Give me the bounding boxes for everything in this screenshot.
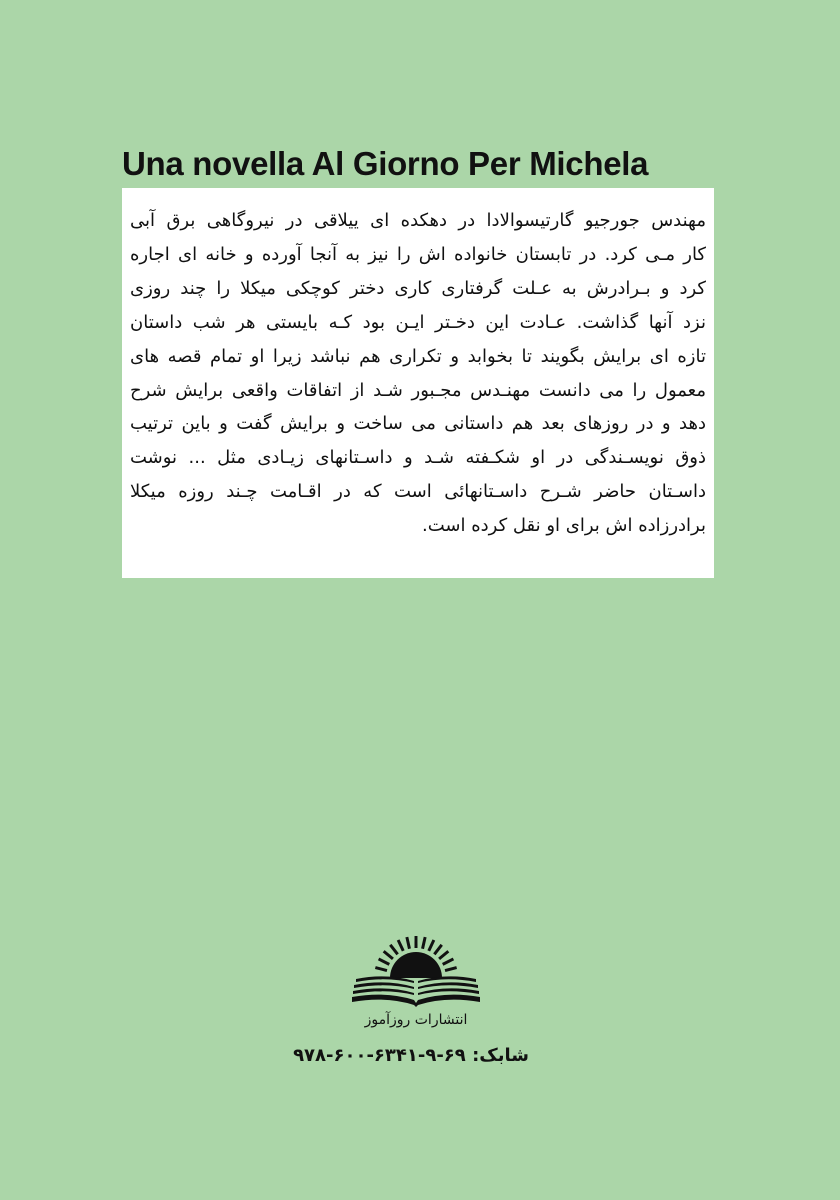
synopsis-line: مهندس جورجیو گارتیسوالادا در دهکده ای ییلاقی در نیروگاهی برق آبی bbox=[130, 210, 706, 231]
publisher-name: انتشارات روزآموز bbox=[364, 1012, 468, 1028]
synopsis-line: نزد آنها گذاشت. عـادت این دخـتر ایـن بود کـه بایستی هر شب داستان bbox=[130, 311, 706, 333]
sun-ray bbox=[438, 950, 449, 960]
isbn-number: ۹۷۸-۶۰۰-۶۳۴۱-۹-۶۹ bbox=[293, 1045, 466, 1066]
synopsis-line: داسـتان حاضر شـرح داسـتانهائی است که در اقـامت چـند روزه میکلا bbox=[130, 481, 706, 503]
sun-ray bbox=[427, 939, 435, 951]
synopsis-box bbox=[122, 188, 714, 578]
synopsis-line: کرد و بـرادرش به عـلت گرفتاری کاری دختر کوچکی میکلا را چند روزی bbox=[130, 277, 706, 299]
synopsis-line: معمول را می دانست مهنـدس مجـبور شـد از اتفاقات واقعی برایش شرح bbox=[130, 379, 706, 401]
synopsis-line: تازه ای برایش بگویند تا بخوابد و تکراری هم نباشد زیرا او تمام قصه های bbox=[130, 345, 706, 367]
open-book-sunrise-logo-icon bbox=[350, 935, 482, 1011]
synopsis-text bbox=[130, 204, 706, 543]
sun-ray bbox=[389, 944, 399, 955]
sun-ray bbox=[378, 958, 390, 966]
sun-ray bbox=[415, 936, 418, 948]
sun-ray bbox=[375, 966, 387, 972]
sun-ray bbox=[433, 944, 443, 955]
book-title: Una novella Al Giorno Per Michela bbox=[122, 145, 649, 182]
isbn-label: شابک: bbox=[472, 1045, 529, 1066]
sun-ray bbox=[405, 937, 411, 949]
sun-ray bbox=[442, 958, 454, 966]
synopsis-line: کار مـی کرد. در تابستان خانواده اش را نیز به آنجا آورده و خانه ای اجاره bbox=[130, 243, 706, 265]
sun-ray bbox=[445, 966, 457, 972]
sun-ray bbox=[383, 950, 394, 960]
synopsis-line: برادرزاده اش برای او نقل کرده است. bbox=[422, 515, 706, 537]
sun-ray bbox=[397, 939, 405, 951]
synopsis-line: ذوق نویسـندگی در او شکـفته شـد و داسـتانهای زیـادی مثل ... نوشت bbox=[130, 447, 706, 469]
sun-ray bbox=[421, 937, 427, 949]
synopsis-line: دهد و در روزهای بعد هم داستانی می ساخت و برایش گفت و باین ترتیب bbox=[130, 413, 706, 435]
isbn bbox=[270, 1042, 552, 1070]
